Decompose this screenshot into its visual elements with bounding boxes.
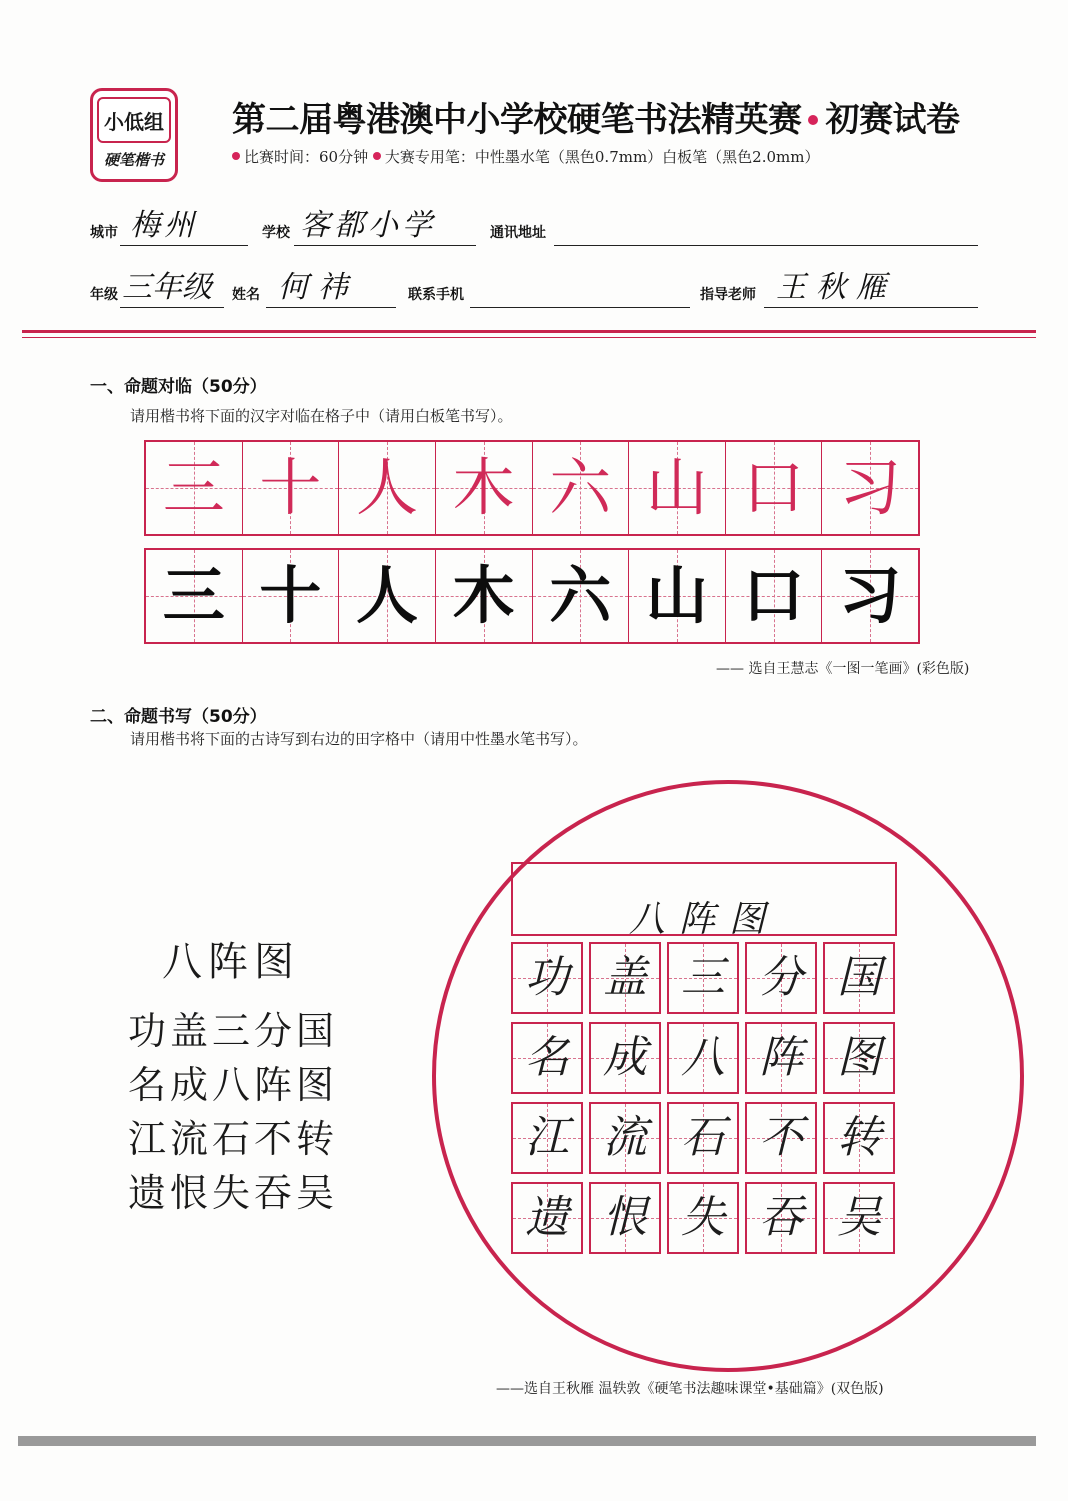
city-field[interactable] <box>90 206 248 246</box>
tianzige-cell[interactable]: 名 <box>511 1022 583 1094</box>
tianzige-cell[interactable]: 失 <box>667 1182 739 1254</box>
footer-bar <box>18 1436 1036 1446</box>
writing-cell[interactable]: 六 <box>533 550 630 642</box>
phone-field[interactable] <box>408 268 690 308</box>
divider-thin <box>22 337 1036 338</box>
bullet-dot-icon <box>232 152 240 160</box>
teacher-label: 指导老师 <box>700 287 756 303</box>
poem-title: 八阵图 <box>162 939 300 985</box>
name-label: 姓名 <box>232 287 260 303</box>
tianzige-cell[interactable]: 盖 <box>589 942 661 1014</box>
tianzige-cell[interactable]: 国 <box>823 942 895 1014</box>
tianzige-cell[interactable]: 吴 <box>823 1182 895 1254</box>
section1-source: —— 选自王慧志《一图一笔画》(彩色版) <box>716 661 970 677</box>
section1-instructions: 请用楷书将下面的汉字对临在格子中（请用白板笔书写）。 <box>130 407 513 425</box>
badge-style-label: 硬笔楷书 <box>103 151 164 169</box>
name-underline <box>266 307 396 308</box>
school-underline <box>294 245 476 246</box>
written-title: 八阵图 <box>628 899 779 940</box>
tianzige-cell[interactable]: 图 <box>823 1022 895 1094</box>
exam-rules <box>232 146 819 167</box>
exam-pen: 大赛专用笔：中性墨水笔（黑色0.7mm）白板笔（黑色2.0mm） <box>384 148 820 166</box>
tianzige-cell[interactable]: 分 <box>745 942 817 1014</box>
practice-char-row[interactable] <box>144 548 920 644</box>
tianzige-cell[interactable]: 流 <box>589 1102 661 1174</box>
tianzige-cell[interactable]: 不 <box>745 1102 817 1174</box>
tianzige-cell[interactable]: 功 <box>511 942 583 1014</box>
model-cell: 十 <box>243 442 340 534</box>
tianzige-grid[interactable] <box>511 942 897 1254</box>
page-title <box>232 92 960 141</box>
city-underline <box>120 245 248 246</box>
school-label: 学校 <box>262 225 290 241</box>
tianzige-cell[interactable]: 成 <box>589 1022 661 1094</box>
teacher-value: 王秋雁 <box>776 270 896 305</box>
tianzige-cell[interactable]: 吞 <box>745 1182 817 1254</box>
grade-underline <box>120 307 224 308</box>
writing-cell[interactable]: 木 <box>436 550 533 642</box>
model-cell: 三 <box>146 442 243 534</box>
model-cell: 口 <box>726 442 823 534</box>
teacher-field[interactable] <box>700 268 978 308</box>
writing-cell[interactable]: 习 <box>822 550 918 642</box>
model-cell: 山 <box>629 442 726 534</box>
tianzige-cell[interactable]: 恨 <box>589 1182 661 1254</box>
tianzige-cell[interactable]: 江 <box>511 1102 583 1174</box>
model-char-row <box>144 440 920 536</box>
bullet-dot-icon <box>373 152 381 160</box>
poem-line: 名成八阵图 <box>128 1063 339 1107</box>
title-dot-icon <box>808 115 818 125</box>
writing-cell[interactable]: 山 <box>629 550 726 642</box>
section2-title: 二、命题书写（50分） <box>90 707 267 727</box>
school-value: 客都小学 <box>300 208 436 243</box>
badge-group-label: 小低组 <box>97 97 171 143</box>
written-title-box[interactable] <box>511 862 897 940</box>
section2-instructions: 请用楷书将下面的古诗写到右边的田字格中（请用中性墨水笔书写）。 <box>130 730 588 748</box>
tianzige-cell[interactable]: 阵 <box>745 1022 817 1094</box>
address-underline <box>554 245 978 246</box>
grade-field[interactable] <box>90 268 224 308</box>
model-cell: 六 <box>533 442 630 534</box>
writing-cell[interactable]: 十 <box>243 550 340 642</box>
model-cell: 木 <box>436 442 533 534</box>
phone-label: 联系手机 <box>408 287 464 303</box>
name-field[interactable] <box>232 268 396 308</box>
writing-cell[interactable]: 三 <box>146 550 243 642</box>
poem-line: 江流石不转 <box>128 1117 339 1161</box>
title-stage: 初赛试卷 <box>825 100 960 140</box>
grade-label: 年级 <box>90 287 118 303</box>
phone-underline <box>470 307 690 308</box>
tianzige-cell[interactable]: 石 <box>667 1102 739 1174</box>
teacher-underline <box>764 307 978 308</box>
city-value: 梅州 <box>130 208 198 243</box>
city-label: 城市 <box>90 225 118 241</box>
model-cell: 人 <box>339 442 436 534</box>
tianzige-cell[interactable]: 转 <box>823 1102 895 1174</box>
school-field[interactable] <box>262 206 476 246</box>
poem-line: 遗恨失吞吴 <box>128 1171 339 1215</box>
address-field[interactable] <box>490 206 978 246</box>
title-main: 第二届粤港澳中小学校硬笔书法精英赛 <box>232 100 802 140</box>
model-cell: 习 <box>822 442 918 534</box>
poem-line: 功盖三分国 <box>128 1009 339 1053</box>
grade-value: 三年级 <box>122 270 212 305</box>
section2-source: ——选自王秋雁 温轶敦《硬笔书法趣味课堂•基础篇》(双色版) <box>496 1381 884 1397</box>
tianzige-cell[interactable]: 三 <box>667 942 739 1014</box>
group-badge <box>90 88 178 182</box>
tianzige-cell[interactable]: 八 <box>667 1022 739 1094</box>
exam-time: 比赛时间：60分钟 <box>244 148 369 166</box>
divider-thick <box>22 330 1036 333</box>
address-label: 通讯地址 <box>490 225 546 241</box>
writing-cell[interactable]: 口 <box>726 550 823 642</box>
name-value: 何祎 <box>278 270 358 305</box>
tianzige-cell[interactable]: 遗 <box>511 1182 583 1254</box>
writing-cell[interactable]: 人 <box>339 550 436 642</box>
section1-title: 一、命题对临（50分） <box>90 377 267 397</box>
